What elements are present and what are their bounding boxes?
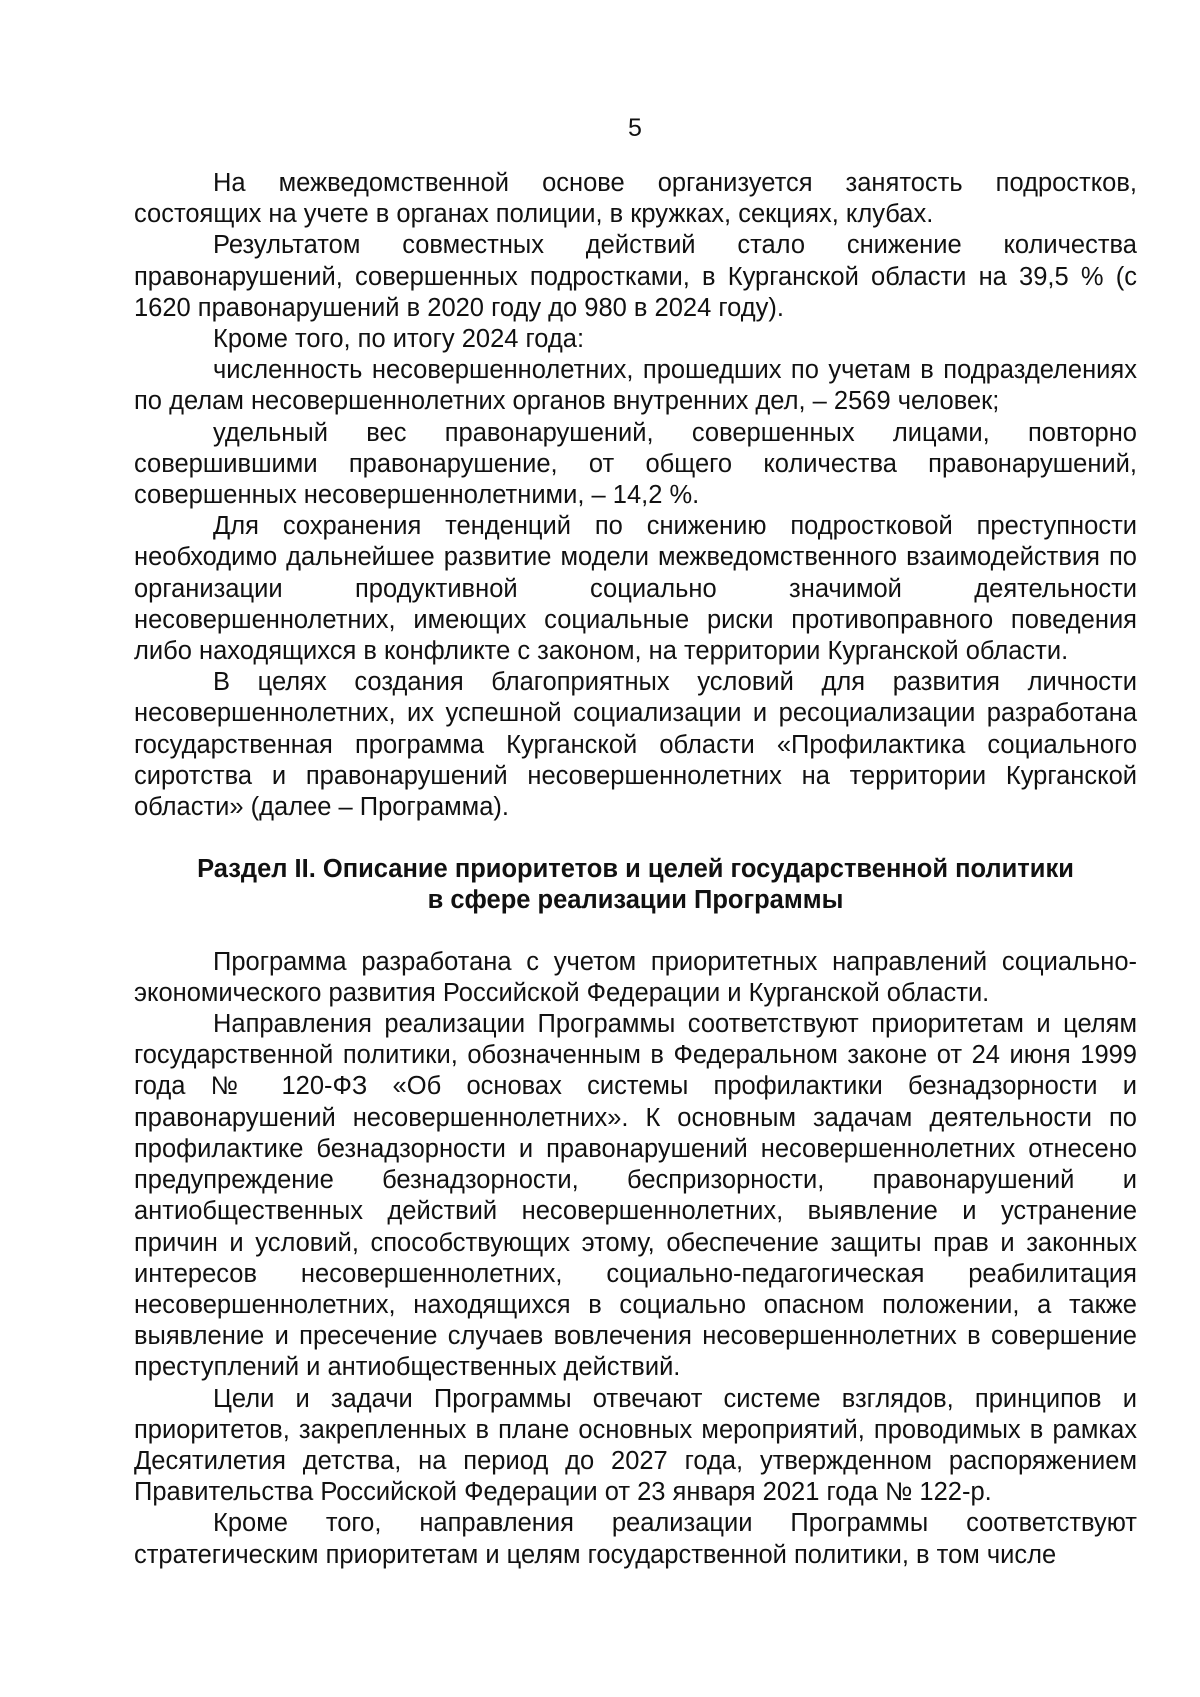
section-title (134, 854, 1137, 916)
document-body (134, 168, 1137, 1571)
paragraph: численность несовершеннолетних, прошедших по учетам в подразделениях по делам несовершеннолетних органов внутренних дел, – 2569 человек; (134, 356, 1137, 416)
paragraph: Цели и задачи Программы отвечают системе взглядов, принципов и приоритетов, закрепленных в плане основных мероприятий, проводимых в рамках Десятилетия детства, на период до 2027 года, утвержденном распоряжением Правительства Российской Федерации от 23 января 2021 года № 122-р. (134, 1384, 1137, 1507)
paragraph: Кроме того, направления реализации Программы соответствуют стратегическим приоритетам и целям государственной политики, в том числе (134, 1509, 1137, 1569)
paragraph: Кроме того, по итогу 2024 года: (213, 325, 585, 354)
paragraph: Программа разработана с учетом приоритетных направлений социально-экономического развития Российской Федерации и Курганской области. (134, 947, 1137, 1007)
section-title-line-2: в сфере реализации Программы (427, 886, 844, 915)
paragraph: В целях создания благоприятных условий для развития личности несовершеннолетних, их успешной социализации и ресоциализации разработана государственная программа Курганской области «Профилактика социального сиротства и правонарушений несовершеннолетних на территории Курганской области» (далее – Программа). (134, 668, 1137, 822)
paragraph: На межведомственной основе организуется занятость подростков, состоящих на учете в органах полиции, в кружках, секциях, клубах. (134, 169, 1137, 229)
paragraph: Направления реализации Программы соответствуют приоритетам и целям государственной политики, обозначенным в Федеральном законе от 24 июня 1999 года № 120-ФЗ «Об основах системы профилактики безнадзорности и правонарушений несовершеннолетних». К основным задачам деятельности по профилактике безнадзорности и правонарушений несовершеннолетних отнесено предупреждение безнадзорности, беспризорности, правонарушений и антиобщественных действий несовершеннолетних, выявление и устранение причин и условий, способствующих этому, обеспечение защиты прав и законных интересов несовершеннолетних, социально-педагогическая реабилитация несовершеннолетних, находящихся в социально опасном положении, а также выявление и пресечение случаев вовлечения несовершеннолетних в совершение преступлений и антиобщественных действий. (134, 1010, 1137, 1382)
section-title-line-1: Раздел II. Описание приоритетов и целей государственной политики (197, 855, 1074, 884)
paragraph: Результатом совместных действий стало снижение количества правонарушений, совершенных подростками, в Курганской области на 39,5 % (с 1620 правонарушений в 2020 году до 980 в 2024 году). (134, 231, 1137, 322)
page-number: 5 (628, 114, 642, 142)
paragraph: Для сохранения тенденций по снижению подростковой преступности необходимо дальнейшее развитие модели межведомственного взаимодействия по организации продуктивной социально значимой деятельности несовершеннолетних, имеющих социальные риски противоправного поведения либо находящихся в конфликте с законом, на территории Курганской области. (134, 512, 1137, 666)
paragraph: удельный вес правонарушений, совершенных лицами, повторно совершившими правонарушение, от общего количества правонарушений, совершенных несовершеннолетними, – 14,2 %. (134, 418, 1137, 510)
